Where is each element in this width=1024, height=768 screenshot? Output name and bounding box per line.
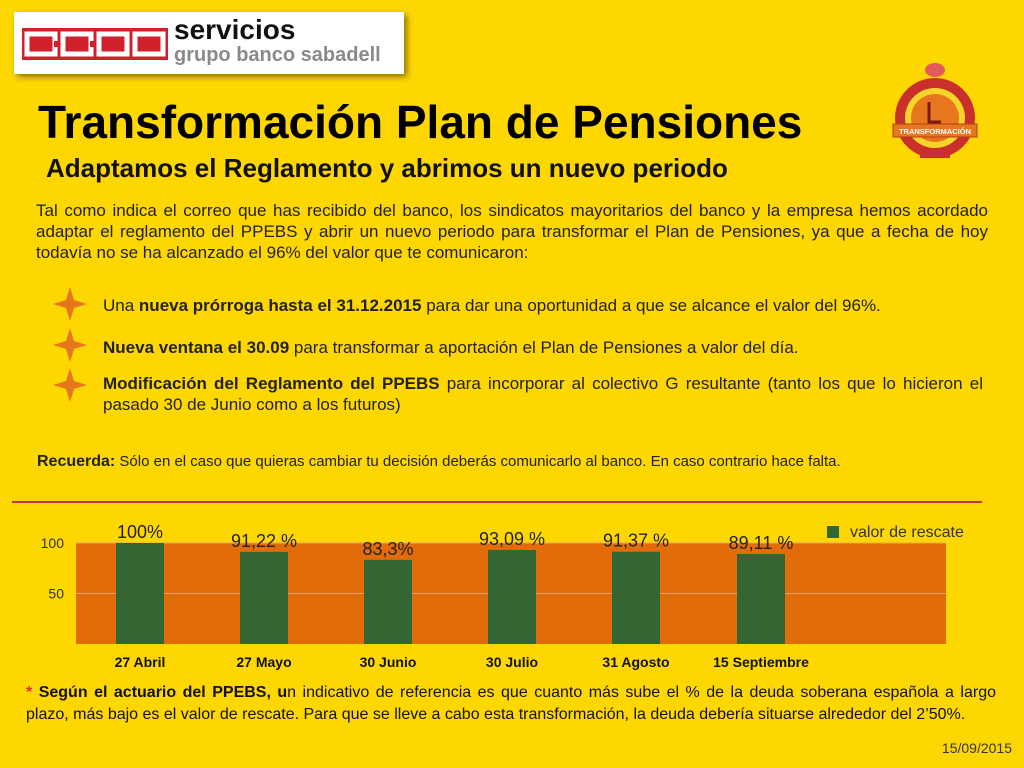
- data-label-4: 93,09 %: [478, 528, 546, 549]
- x-tick-label: 15 Septiembre: [713, 654, 809, 670]
- footnote: [26, 682, 996, 726]
- logo-title: servicios: [174, 14, 296, 45]
- logo: [14, 12, 404, 74]
- bullet-item-3: Modificación del Reglamento del PPEBS para incorporar al colectivo G resultante (tanto los que lo hicieron el pasado 30 de Junio como a los futuros): [103, 374, 983, 414]
- legend-swatch: [827, 526, 839, 538]
- star-bullet-icon: [53, 287, 87, 321]
- data-label-3: 83,3%: [362, 538, 414, 559]
- bar-2: [240, 552, 288, 644]
- rescue-value-chart: [0, 505, 1024, 675]
- logo-subtitle: grupo banco sabadell: [174, 44, 381, 66]
- badge-label: TRANSFORMACIÓN: [898, 127, 972, 136]
- bullet-item-1: Una nueva prórroga hasta el 31.12.2015 para dar una oportunidad a que se alcance el valor del 96%.: [103, 296, 881, 315]
- x-tick-label: 30 Junio: [359, 654, 417, 670]
- reminder-label: Recuerda:: [37, 453, 116, 470]
- y-tick-label: 50: [48, 585, 64, 602]
- bar-1: [116, 543, 164, 644]
- x-tick-label: 27 Mayo: [236, 654, 292, 670]
- logo-acronym: CCOO: [95, 57, 101, 59]
- star-bullet-icon: [53, 368, 87, 402]
- footnote-bold: Según el actuario del PPEBS, u: [32, 684, 288, 701]
- date-label: 15/09/2015: [941, 740, 1012, 756]
- legend-label: valor de rescate: [850, 524, 964, 541]
- bullet-item-2: Nueva ventana el 30.09 para transformar a aportación el Plan de Pensiones a valor del día.: [103, 338, 799, 357]
- data-label-5: 91,37 %: [602, 530, 670, 551]
- star-bullet-icon: [53, 328, 87, 362]
- bar-3: [364, 560, 412, 644]
- x-tick-label: 27 Abril: [114, 654, 166, 670]
- bar-6: [737, 554, 785, 644]
- bar-4: [488, 550, 536, 644]
- x-tick-label: 31 Agosto: [602, 654, 670, 670]
- bar-5: [612, 552, 660, 644]
- transformation-badge-icon: [885, 58, 985, 163]
- intro-paragraph: Tal como indica el correo que has recibido del banco, los sindicatos mayoritarios del banco y la empresa hemos acordado adaptar el reglamento del PPEBS y abrir un nuevo periodo para transformar el Plan de Pensiones, ya que a fecha de hoy todavía no se ha alcanzado el 96% del valor que te comunicaron:: [36, 201, 988, 262]
- data-label-1: 100%: [116, 522, 164, 542]
- page-subtitle: Adaptamos el Reglamento y abrimos un nuevo periodo: [46, 153, 728, 183]
- divider: [12, 501, 982, 503]
- footnote-star: *: [26, 684, 33, 701]
- footnote-text: n indicativo de referencia es que cuanto más sube el % de la deuda soberana española a largo plazo, más bajo es el valor de rescate. Para que se lleve a cabo esta transformación, la deuda debería situarse alrededor del 2’50%.: [26, 684, 996, 723]
- x-tick-label: 30 Julio: [485, 654, 539, 670]
- reminder-note: [37, 452, 987, 472]
- ccoo-logo-mark: [22, 28, 168, 60]
- data-label-6: 89,11 %: [728, 532, 794, 553]
- page-title: Transformación Plan de Pensiones: [38, 96, 803, 148]
- reminder-text: Sólo en el caso que quieras cambiar tu decisión deberás comunicarlo al banco. En caso contrario hace falta.: [115, 453, 841, 470]
- y-tick-label: 100: [40, 535, 64, 551]
- data-label-2: 91,22 %: [230, 530, 298, 551]
